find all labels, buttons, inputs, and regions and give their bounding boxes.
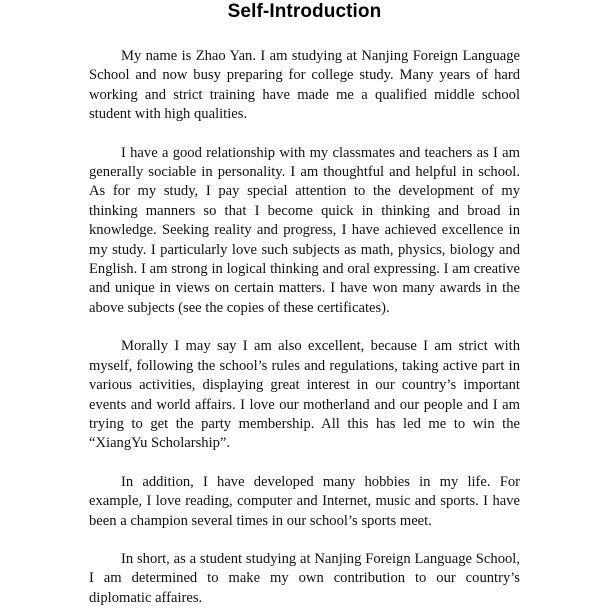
- paragraph-morality: Morally I may say I am also excellent, because I am strict with myself, following the school’s rules and regulations, taking active part in various activities, displaying great interest in our country’s important events and world affairs. I love our motherland and our people and I am trying to get the party membership. All this has led me to win the “XiangYu Scholarship”.: [89, 338, 520, 452]
- paragraph-conclusion: In short, as a student studying at Nanjing Foreign Language School, I am determined to make my own contribution to our country’s diplomatic affaires.: [89, 550, 520, 606]
- paragraph-introduction: My name is Zhao Yan. I am studying at Nanjing Foreign Language School and now busy preparing for college study. Many years of hard working and strict training have made me a qualified middle school student with high qualities.: [89, 48, 520, 123]
- document-body: [89, 47, 520, 608]
- paragraph-relationships-study: I have a good relationship with my classmates and teachers as I am generally sociable in personality. I am thoughtful and helpful in school. As for my study, I pay special attention to the development of my thinking manners so that I become quick in thinking and broad in knowledge. Seeking reality and progress, I have achieved excellence in my study. I particularly love such subjects as math, physics, biology and English. I am strong in logical thinking and oral expressing. I am creative and unique in views on certain matters. I have won many awards in the above subjects (see the copies of these certificates).: [89, 144, 520, 316]
- document-title: Self-Introduction: [227, 1, 382, 22]
- paragraph-hobbies: In addition, I have developed many hobbies in my life. For example, I love reading, computer and Internet, music and sports. I have been a champion several times in our school’s sports meet.: [89, 473, 520, 529]
